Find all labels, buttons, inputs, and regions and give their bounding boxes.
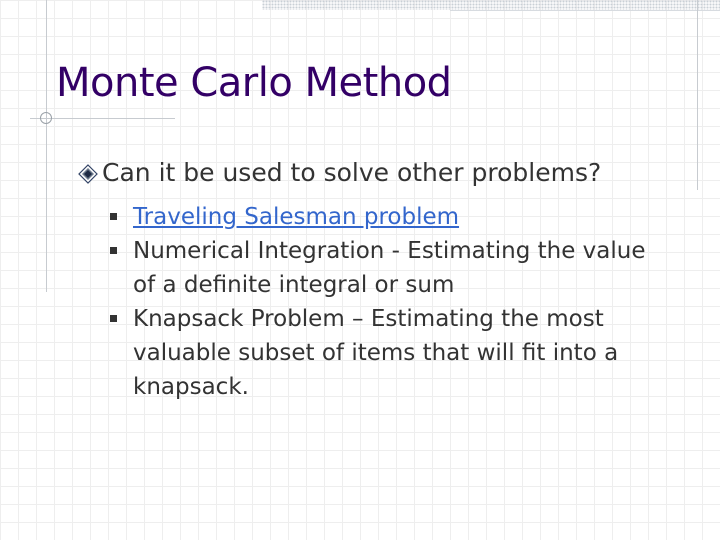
- square-bullet-icon: [110, 213, 117, 220]
- subpoint-list: [108, 200, 668, 404]
- ring-ornament-icon: [40, 112, 52, 124]
- list-item-text: Numerical Integration - Estimating the value of a definite integral or sum: [133, 238, 646, 298]
- right-vertical-rule: [697, 0, 698, 190]
- main-bullet-point: [78, 158, 601, 187]
- tsp-link[interactable]: Traveling Salesman problem: [133, 204, 460, 230]
- list-item: [108, 302, 668, 404]
- top-rule: [450, 10, 720, 11]
- slide-title: Monte Carlo Method: [56, 60, 452, 106]
- list-item-text: Knapsack Problem – Estimating the most valuable subset of items that will fit into a knapsack.: [133, 306, 619, 400]
- list-item[interactable]: [108, 200, 668, 234]
- left-vertical-rule: [46, 0, 47, 292]
- main-point-text: Can it be used to solve other problems?: [102, 158, 602, 187]
- square-bullet-icon: [110, 315, 117, 322]
- diamond-bullet-icon: [78, 164, 98, 184]
- list-item: [108, 234, 668, 302]
- header-dotted-pattern: [262, 0, 720, 10]
- square-bullet-icon: [110, 247, 117, 254]
